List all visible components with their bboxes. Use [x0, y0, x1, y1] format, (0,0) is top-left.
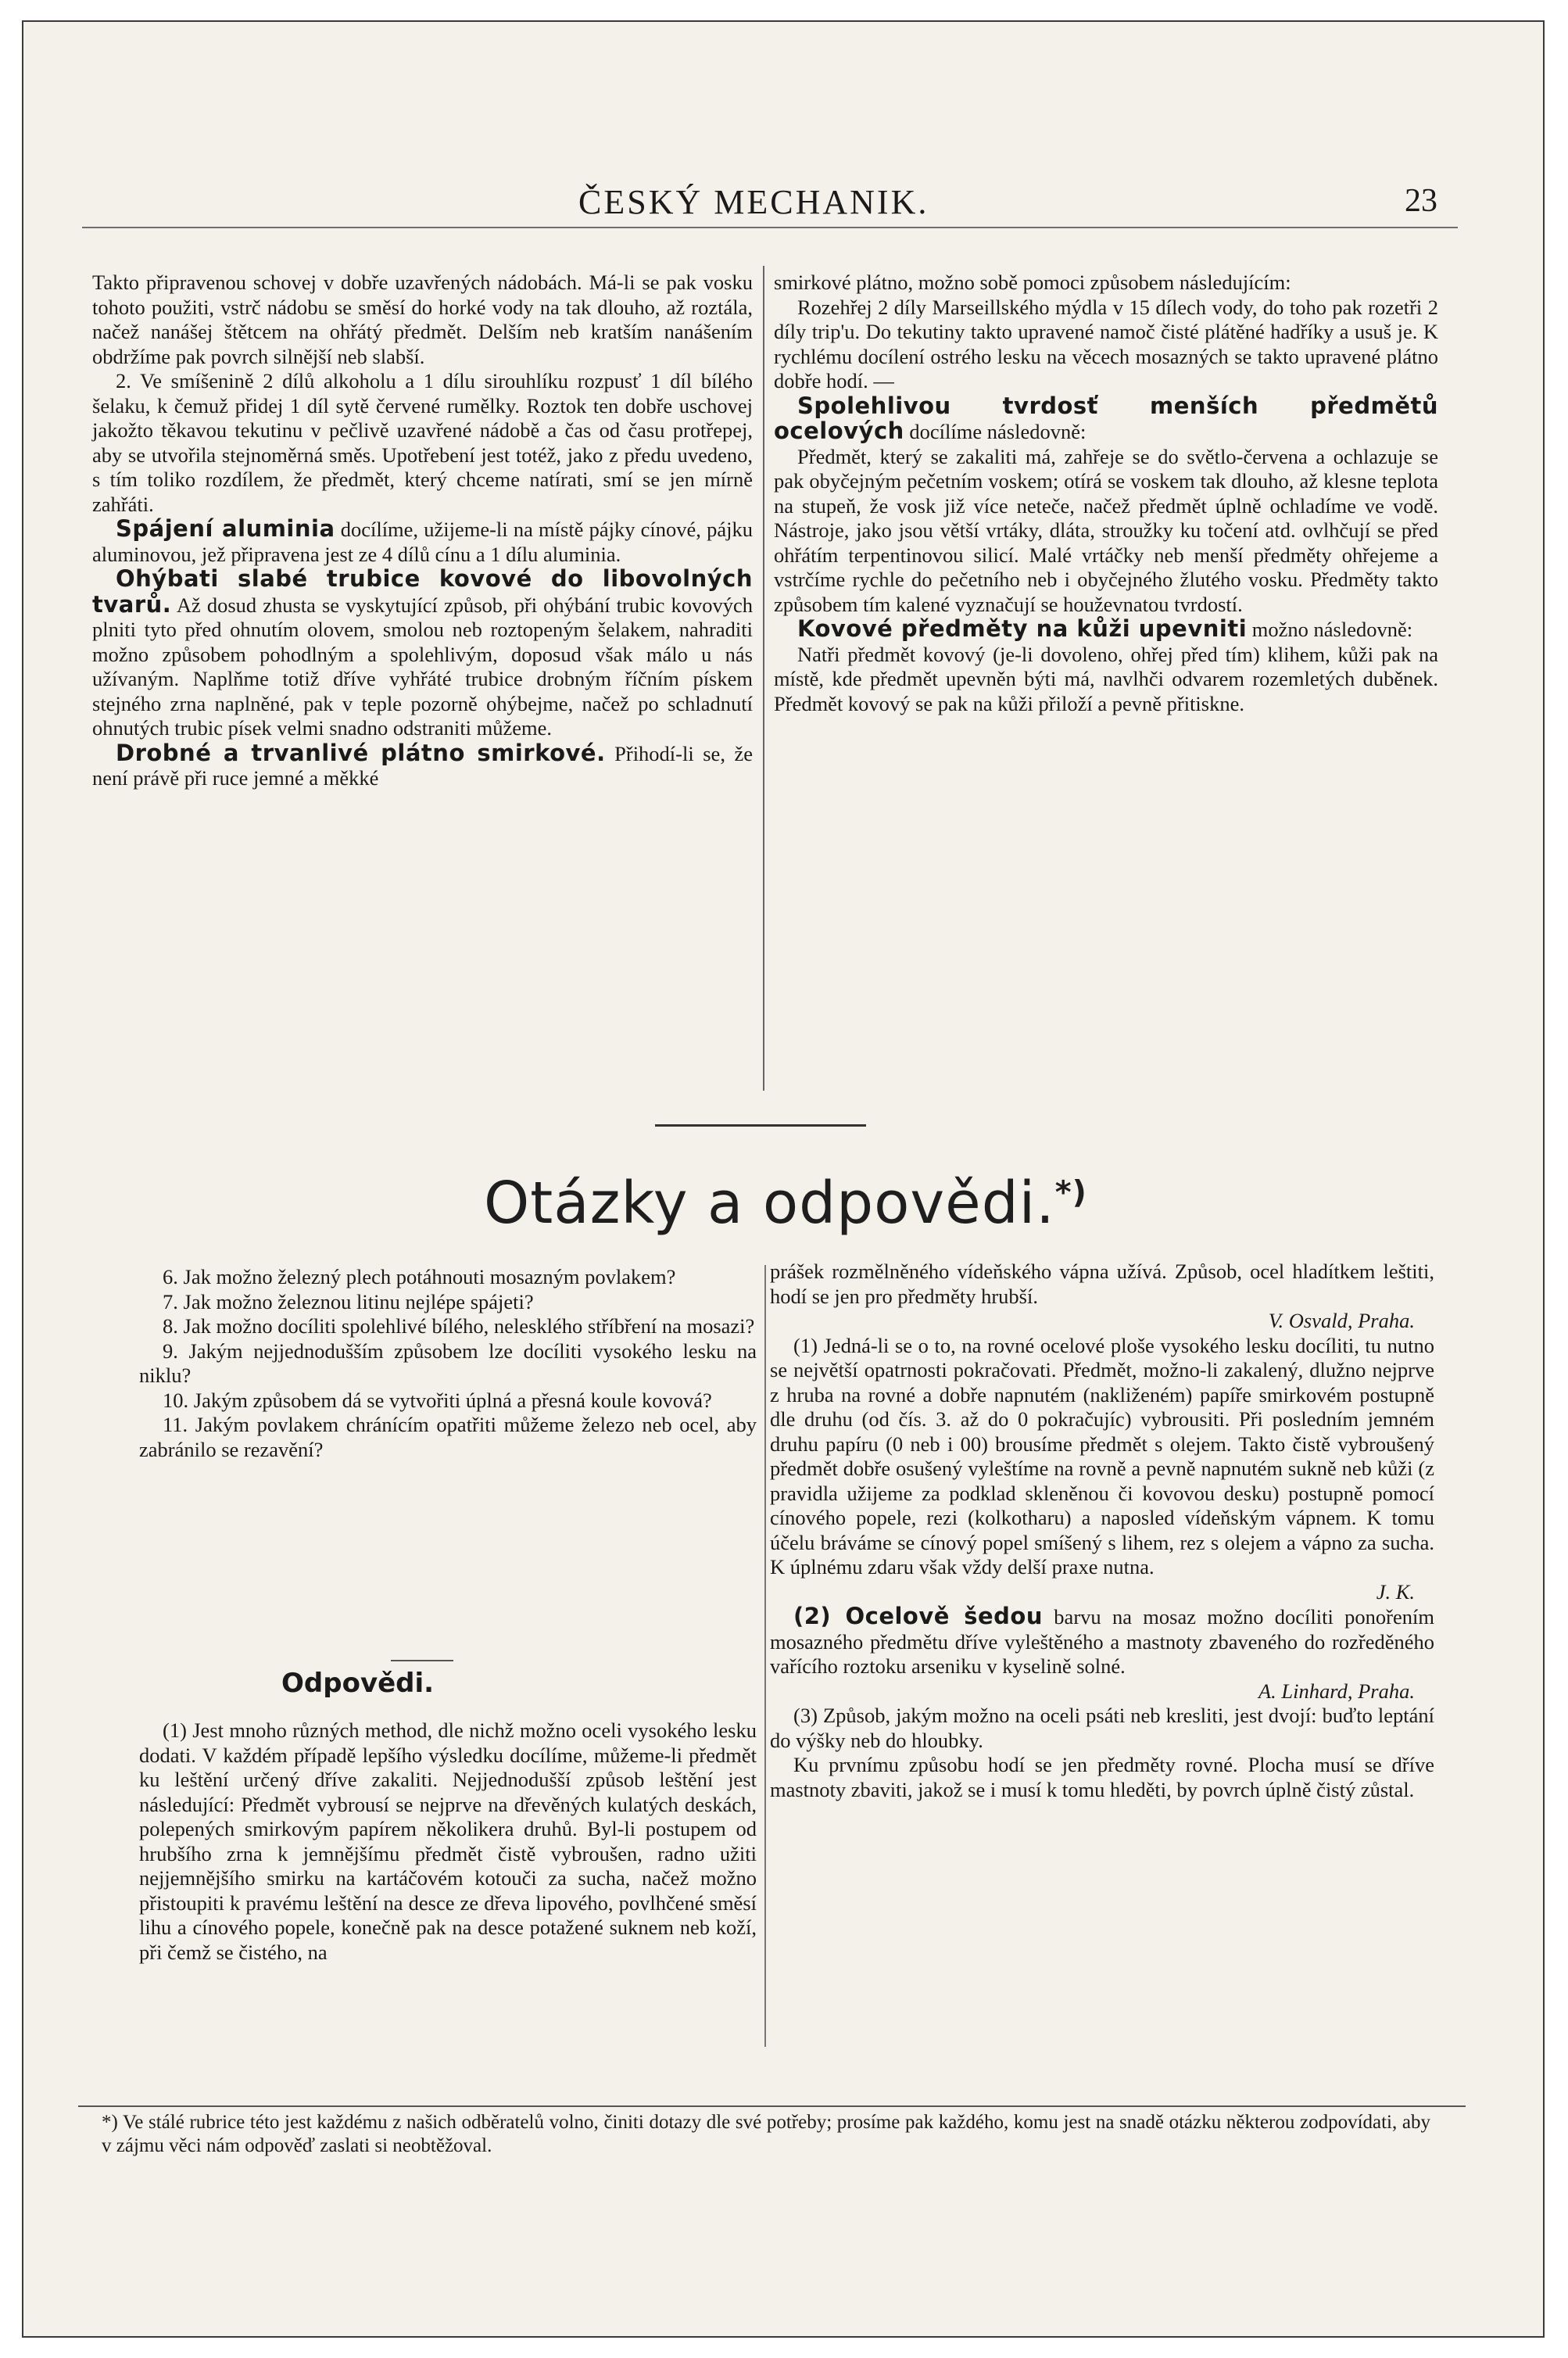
answer-paragraph: (1) Jest mnoho různých method, dle nichž možno oceli vysokého lesku dodati. V každém případě lepšího výsledku docílíme, můžeme-li předmět ku leštění určený dříve zakaliti. Nejjednodušší způsob leštění jest následující: Předmět vybrousí se nejprve na dřevěných kulatých deskách, polepených smirkovým papírem několikera druhů. Byl-li postupem od hrubšího zrna k jemnějšímu předmět čistě vybroušen, radno užiti nejjemnějšího smirku na kartáčovém kotouči za sucha, načež možno přistoupiti k pravému leštění na desce ze dřeva lipového, povlhčené směsí lihu a cínového popele, konečně pak na desce potažené suknem neb koží, při čemž se čistého, na: [139, 1718, 757, 1964]
questions-list: [139, 1265, 757, 1462]
running-head: [23, 182, 1543, 229]
subheading: Spájení aluminia: [116, 515, 335, 542]
answer-paragraph: Ku prvnímu způsobu hodí se jen předměty rovné. Plocha musí se dříve mastnoty zbaviti, jakož se i musí k tomu hleděti, by povrch úplně čistý zůstal.: [770, 1753, 1434, 1801]
footnote: [102, 2111, 1430, 2158]
subheading: Spolehlivou tvrdosť menších předmětů ocelových: [774, 392, 1438, 444]
paragraph: Kovové předměty na kůži upevniti možno následovně:: [797, 615, 1413, 642]
question: 9. Jakým nejjednodušším způsobem lze docíliti vysokého lesku na niklu?: [139, 1338, 757, 1387]
column-top-left: [92, 271, 753, 791]
journal-title: ČESKÝ MECHANIK.: [578, 183, 929, 221]
answers-heading: Odpovědi.: [281, 1668, 435, 1699]
page-number: 23: [1405, 183, 1437, 219]
subheading: Ohýbati slabé trubice kovové do libovolných tvarů.: [92, 565, 753, 618]
signature: J. K.: [1376, 1579, 1415, 1604]
answers-column-left: [139, 1718, 757, 1965]
question: 6. Jak možno železný plech potáhnouti mosazným povlakem?: [163, 1265, 676, 1288]
column-divider: [763, 266, 764, 1091]
question: 11. Jakým povlakem chránícím opatřiti můžeme železo neb ocel, aby zabránilo se rezavění?: [139, 1413, 757, 1461]
paragraph: Drobné a trvanlivé plátno smirkové. Přihodí-li se, že není právě při ruce jemné a měkké: [92, 739, 753, 790]
paragraph: smirkové plátno, možno sobě pomoci způsobem následujícím:: [774, 271, 1291, 294]
paragraph: Předmět, který se zakaliti má, zahřeje se do světlo-červena a ochlazuje se pak obyčejným pečetním voskem; otírá se voskem tak dlouho, až klesne teplota na stupeň, že vosk již více neteče, načež předmět úplně ochladíme ve vodě. Nástroje, jako jsou větší vrtáky, dláta, stroužky ku točení atd. ovlhčují se před ohřátím terpentinovou silicí. Malé vrtáčky neb menší předměty ohřejeme a vstrčíme rychle do pečetního neb i obyčejného žlutého vosku. Předměty takto způsobem tím kalené vyznačují se houževnatou tvrdostí.: [774, 444, 1438, 616]
question: 8. Jak možno docíliti spolehlivé bílého, nelesklého stříbření na mosazi?: [163, 1314, 755, 1338]
answer-paragraph: prášek rozmělněného vídeňského vápna užívá. Způsob, ocel hladítkem leštiti, hodí se jen pro předměty hrubší.: [770, 1260, 1434, 1308]
answer-paragraph: (1) Jedná-li se o to, na rovné ocelové ploše vysokého lesku docíliti, tu nutno se největší opatrnosti pokračovati. Předmět, možno-li zakalený, dlužno nejprve z hruba na rovné a dobře napnutém (nakliženém) papíře smirkovém postupně dle druhu (od čís. 3. až do 0 pokračujíc) vybrousiti. Při posledním jemném druhu papíru (0 neb i 00) brousíme předmět s olejem. Takto čistě vybroušený předmět dobře osušený vyleštíme na rovně a pevně napnutém sukně neb kůži (z pravidla užijeme za podklad skleněnou či kovovou desku) postupně pomocí cínového popele, rezi (kolkotharu) a naposled vídeňským vápnem. K tomu účelu bráváme se cínový popel smíšený s lihem, rez s olejem a vápno za sucha. K úplnému zdaru však vždy delší praxe nutna.: [770, 1333, 1434, 1579]
footnote-marker: *): [102, 2112, 118, 2133]
section-title: Otázky a odpovědi.*): [484, 1170, 1087, 1237]
footnote-rule: [78, 2105, 1466, 2107]
subheading: (2) Ocelově šedou: [793, 1603, 1043, 1629]
question: 10. Jakým způsobem dá se vytvořiti úplná a přesná koule kovová?: [163, 1388, 712, 1412]
answers-column-right: [770, 1260, 1434, 1802]
paragraph: 2. Ve smíšenině 2 dílů alkoholu a 1 dílu sirouhlíku rozpusť 1 díl bílého šelaku, k čemuž přidej 1 díl sytě červené rumělky. Roztok ten dobře uschovej jakožto těkavou tekutinu v pečlivě uzavřené nádobě a čas od času protřepej, aby se utvořila stejnoměrná směs. Upotřebení jest totéž, jako z předu uvedeno, s tím toliko rozdílem, že předmět, který chceme natírati, smí se jen mírně zahřáti.: [92, 369, 753, 516]
footnote-marker: *): [1054, 1174, 1087, 1211]
paragraph: Takto připravenou schovej v dobře uzavřených nádobách. Má-li se pak vosku tohoto použiti, vstrč nádobu se směsí do horké vody na tak dlouho, až roztála, načež nanášej štětcem na ohřátý předmět. Delším neb kratším nanášením obdržíme pak povrch silnější neb slabší.: [92, 271, 753, 368]
paragraph: Natři předmět kovový (je-li dovoleno, ohřej před tím) klihem, kůži pak na místě, kde předmět upevněn býti má, navlhči odvarem rozemletých duběnek. Předmět kovový se pak na kůži přiloží a pevně přitiskne.: [774, 642, 1438, 715]
paragraph: Rozehřej 2 díly Marseillského mýdla v 15 dílech vody, do toho pak rozetři 2 díly trip'u. Do tekutiny takto upravené namoč čisté plátěné hadříky a usuš je. K rychlému docílení ostrého lesku na věcech mosazných se takto upravené plátno dobře hodí. —: [774, 295, 1438, 392]
short-separator: [391, 1660, 453, 1661]
question: 7. Jak možno železnou litinu nejlépe spájeti?: [163, 1289, 534, 1313]
answer-paragraph: (3) Způsob, jakým možno na oceli psáti neb kresliti, jest dvojí: buďto leptání do výšky neb do hloubky.: [770, 1704, 1434, 1752]
footnote-text: Ve stálé rubrice této jest každému z našich odběratelů volno, činiti dotazy dle své potřeby; prosíme pak každého, komu jest na snadě otázku některou zodpovídati, aby v zájmu věci nám odpověď zaslati si neobtěžoval.: [102, 2112, 1430, 2156]
header-rule: [82, 227, 1458, 228]
paragraph: Ohýbati slabé trubice kovové do libovolných tvarů. Až dosud zhusta se vyskytující způsob, při ohýbání trubic kovových plniti tyto před ohnutím olovem, smolou neb roztopeným šelakem, nahraditi možno způsobem pohodlným a spolehlivým, doposud však málo u nás užívaným. Naplňme totiž dříve vyhřáté trubice drobným říčním pískem stejného zrna naplněné, pak v teple pozorně ohýbejme, načež po schladnutí ohnutých trubic písek velmi snadno odstraniti můžeme.: [92, 565, 753, 740]
page-scan: [22, 20, 1545, 2338]
subheading: Drobné a trvanlivé plátno smirkové.: [116, 739, 606, 766]
signature: V. Osvald, Praha.: [1268, 1309, 1415, 1332]
section-separator: [655, 1124, 866, 1127]
subheading: Kovové předměty na kůži upevniti: [797, 615, 1248, 642]
column-top-right: [774, 271, 1438, 716]
answer-paragraph: (2) Ocelově šedou barvu na mosaz možno docíliti ponořením mosazného předmětu dříve vyleštěného a mastnoty zbaveného do rozředěného vařícího roztoku arseniku v kyselině solné.: [770, 1603, 1434, 1678]
column-divider: [764, 1265, 766, 2047]
paragraph: Spolehlivou tvrdosť menších předmětů ocelových docílíme následovně:: [774, 392, 1438, 444]
signature: A. Linhard, Praha.: [1258, 1679, 1415, 1703]
paragraph: Spájení aluminia docílíme, užijeme-li na místě pájky cínové, pájku aluminovou, jež připravena jest ze 4 dílů cínu a 1 dílu aluminia.: [92, 515, 753, 566]
